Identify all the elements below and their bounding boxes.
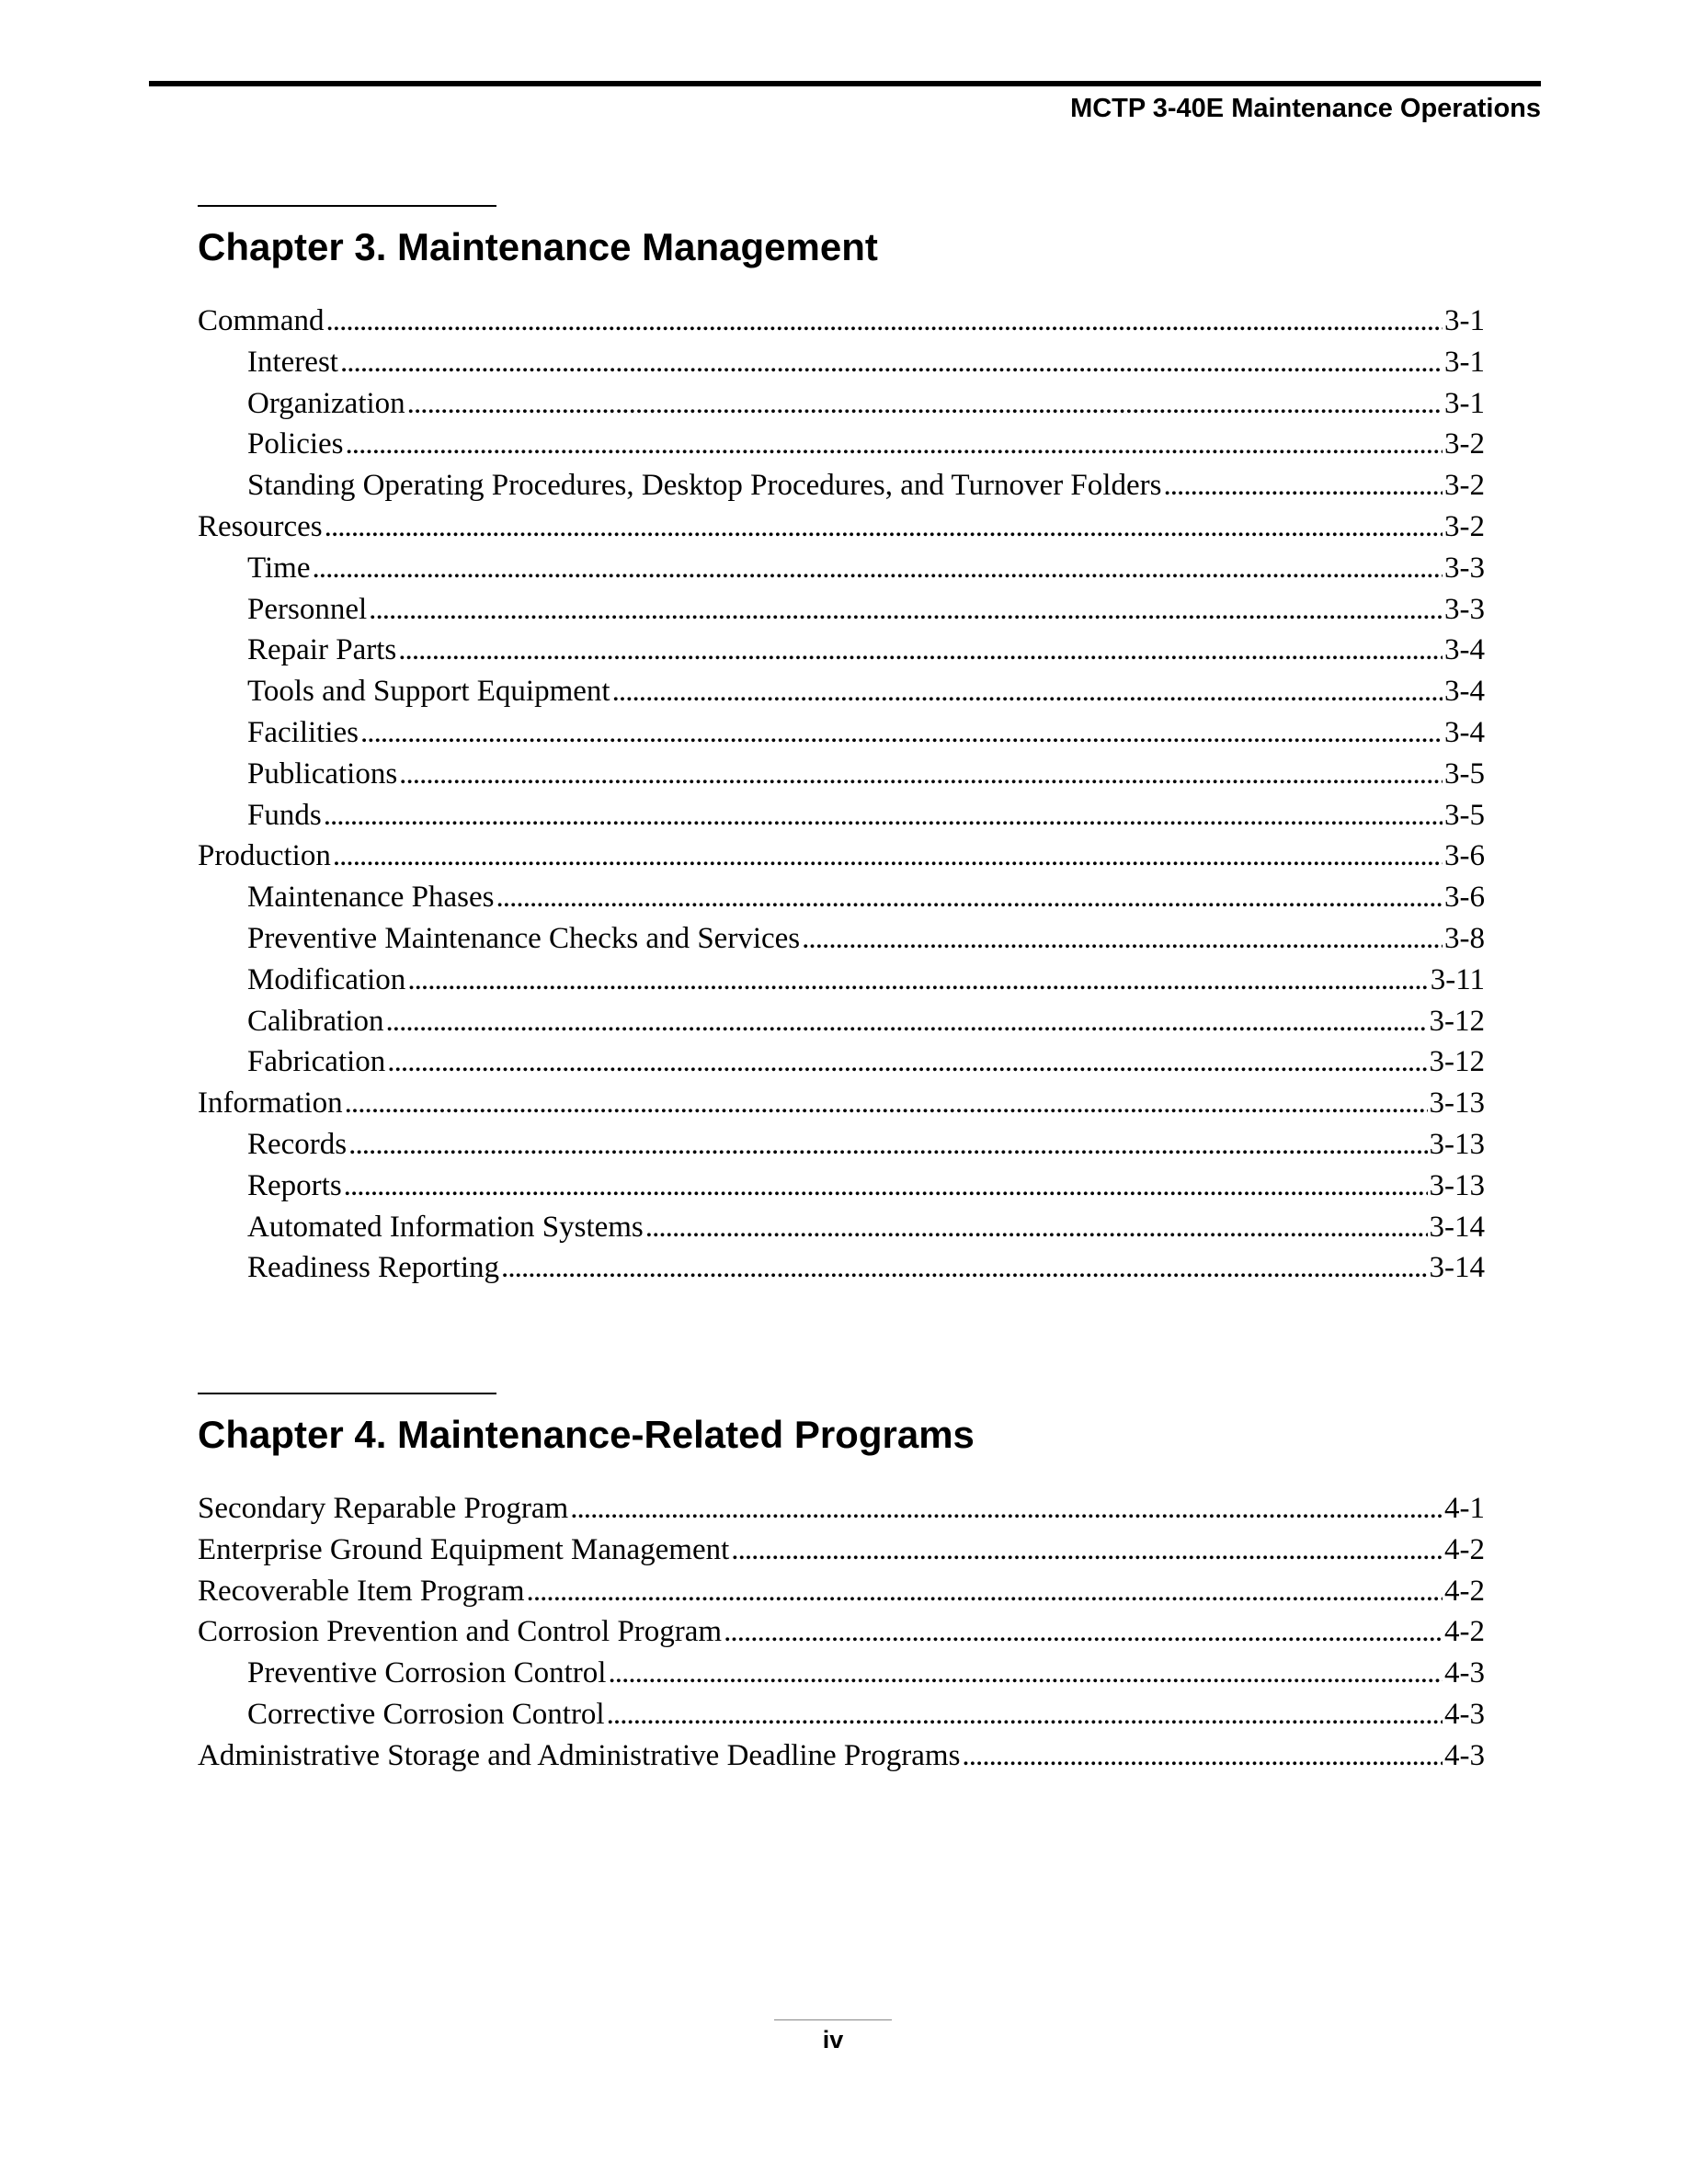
toc-entry-label: Maintenance Phases [247,881,495,915]
toc-entry[interactable] [198,630,1485,671]
toc-dot-leader [387,1041,1427,1083]
toc-entry-label: Command [198,304,325,337]
toc-dot-leader [399,754,1443,795]
toc-entry-page-number: 3-2 [1444,469,1485,503]
toc-entry-label: Standing Operating Procedures, Desktop Procedures, and Turnover Folders [247,469,1162,503]
toc-entry-label: Records [247,1127,348,1161]
toc-entry-page-number: 3-2 [1444,509,1485,543]
toc-entry[interactable] [198,1041,1485,1083]
toc-dot-leader [527,1571,1443,1612]
toc-entry-page-number: 4-2 [1444,1574,1485,1608]
toc-entry-label: Recoverable Item Program [198,1574,525,1608]
toc-entry-page-number: 3-13 [1429,1086,1485,1120]
toc-entry[interactable] [198,795,1485,836]
toc-dot-leader [346,424,1443,465]
page-number: iv [822,2026,844,2053]
toc-dot-leader [325,506,1443,548]
toc-dot-leader [570,1488,1443,1530]
toc-dot-leader [312,548,1443,589]
toc-entry-page-number: 3-11 [1430,962,1485,996]
toc-entry-label: Facilities [247,715,359,749]
toc-entry-page-number: 4-3 [1444,1697,1485,1731]
toc-entry-label: Fabrication [247,1045,386,1079]
toc-entry-page-number: 4-1 [1444,1492,1485,1525]
toc-dot-leader [407,960,1428,1001]
chapter-4-section [198,1393,1485,1777]
toc-entry[interactable] [198,1166,1485,1207]
toc-entry[interactable] [198,1247,1485,1289]
header-rule [149,81,1541,86]
toc-entry-page-number: 3-1 [1444,386,1485,420]
toc-entry-label: Organization [247,386,405,420]
toc-entry-label: Time [247,551,311,585]
toc-dot-leader [802,918,1443,960]
toc-entry-label: Secondary Reparable Program [198,1492,569,1525]
toc-entry-label: Enterprise Ground Equipment Management [198,1532,730,1566]
toc-dot-leader [645,1207,1428,1248]
toc-dot-leader [333,836,1443,877]
toc-entry-label: Preventive Maintenance Checks and Services [247,921,801,955]
toc-entry[interactable] [198,1124,1485,1166]
toc-entry[interactable] [198,301,1485,342]
toc-entry[interactable] [198,1001,1485,1042]
toc-dot-leader [344,1166,1428,1207]
toc-dot-leader [360,712,1443,754]
toc-entry-label: Administrative Storage and Administrative Deadline Programs [198,1738,961,1772]
toc-entry-label: Preventive Corrosion Control [247,1656,607,1690]
toc-entry-page-number: 3-14 [1429,1251,1485,1285]
toc-dot-leader [724,1611,1443,1653]
toc-entry[interactable] [198,1611,1485,1653]
chapter-rule [198,205,496,207]
toc-entry[interactable] [198,754,1485,795]
toc-entry-label: Policies [247,427,344,461]
running-header-title: MCTP 3-40E Maintenance Operations [1070,94,1541,123]
toc-entry-label: Publications [247,756,398,791]
toc-entry-page-number: 3-13 [1429,1127,1485,1161]
toc-entry-page-number: 3-12 [1429,1004,1485,1038]
toc-entry[interactable] [198,506,1485,548]
toc-dot-leader [348,1124,1427,1166]
toc-entry[interactable] [198,1207,1485,1248]
toc-entry-page-number: 3-8 [1444,921,1485,955]
toc-entry-label: Tools and Support Equipment [247,675,610,709]
toc-dot-leader [501,1247,1427,1289]
toc-dot-leader [612,671,1443,712]
toc-entry-page-number: 3-3 [1444,592,1485,626]
toc-entry-page-number: 3-13 [1429,1168,1485,1202]
toc-entry-label: Information [198,1086,343,1120]
toc-entry-page-number: 3-3 [1444,551,1485,585]
toc-entry-page-number: 3-6 [1444,881,1485,915]
toc-entry[interactable] [198,960,1485,1001]
toc-entry[interactable] [198,548,1485,589]
toc-entry-label: Readiness Reporting [247,1251,500,1285]
toc-entry-label: Resources [198,509,323,543]
toc-dot-leader [369,589,1443,631]
toc-dot-leader [340,342,1443,383]
toc-entry-page-number: 4-3 [1444,1738,1485,1772]
toc-entry-page-number: 4-2 [1444,1532,1485,1566]
chapter-3-section [198,205,1485,1289]
toc-entry-label: Funds [247,798,322,832]
toc-entry-label: Modification [247,962,406,996]
toc-entry-page-number: 4-3 [1444,1656,1485,1690]
toc-entry[interactable] [198,465,1485,506]
toc-entry[interactable] [198,1571,1485,1612]
toc-entry[interactable] [198,712,1485,754]
toc-dot-leader [607,1694,1443,1735]
toc-entry-label: Corrosion Prevention and Control Program [198,1615,723,1649]
toc-entry-label: Reports [247,1168,342,1202]
toc-entry-label: Repair Parts [247,633,397,667]
chapter-rule [198,1393,496,1394]
toc-entry-page-number: 3-1 [1444,304,1485,337]
toc-entry[interactable] [198,918,1485,960]
toc-dot-leader [407,383,1443,425]
toc-dot-leader [1163,465,1443,506]
toc-entry-page-number: 3-12 [1429,1045,1485,1079]
footer-rule [774,2019,892,2020]
toc-dot-leader [398,630,1443,671]
toc-entry[interactable] [198,1653,1485,1694]
toc-entry-page-number: 3-6 [1444,839,1485,873]
toc-entry-label: Interest [247,345,338,379]
toc-dot-leader [496,877,1443,918]
toc-entry-label: Automated Information Systems [247,1210,644,1244]
toc-entry[interactable] [198,589,1485,631]
chapter-title: Chapter 3. Maintenance Management [198,225,878,268]
toc-entry[interactable] [198,383,1485,425]
toc-dot-leader [962,1735,1443,1777]
toc-entry-page-number: 3-5 [1444,798,1485,832]
toc-dot-leader [608,1653,1443,1694]
toc-entry-page-number: 3-5 [1444,756,1485,791]
toc-entry-label: Corrective Corrosion Control [247,1697,605,1731]
toc-entry[interactable] [198,877,1485,918]
toc-entry-page-number: 4-2 [1444,1615,1485,1649]
toc-entry[interactable] [198,1488,1485,1530]
toc-entry[interactable] [198,1530,1485,1571]
toc-entry-label: Calibration [247,1004,384,1038]
toc-entry-page-number: 3-14 [1429,1210,1485,1244]
toc-dot-leader [326,301,1443,342]
toc-entry-label: Personnel [247,592,368,626]
toc-dot-leader [345,1083,1428,1124]
toc-entry[interactable] [198,836,1485,877]
toc-entry[interactable] [198,671,1485,712]
toc-entry-page-number: 3-2 [1444,427,1485,461]
toc-entry-page-number: 3-4 [1444,675,1485,709]
toc-entry[interactable] [198,424,1485,465]
toc-entry[interactable] [198,342,1485,383]
toc-list-chapter-3 [198,301,1485,1289]
toc-dot-leader [385,1001,1427,1042]
toc-entry[interactable] [198,1083,1485,1124]
toc-entry-page-number: 3-4 [1444,633,1485,667]
toc-entry[interactable] [198,1735,1485,1777]
toc-entry[interactable] [198,1694,1485,1735]
toc-dot-leader [731,1530,1443,1571]
toc-entry-page-number: 3-4 [1444,715,1485,749]
toc-entry-label: Production [198,839,331,873]
toc-dot-leader [324,795,1443,836]
chapter-title: Chapter 4. Maintenance-Related Programs [198,1413,975,1456]
toc-entry-page-number: 3-1 [1444,345,1485,379]
toc-list-chapter-4 [198,1488,1485,1777]
